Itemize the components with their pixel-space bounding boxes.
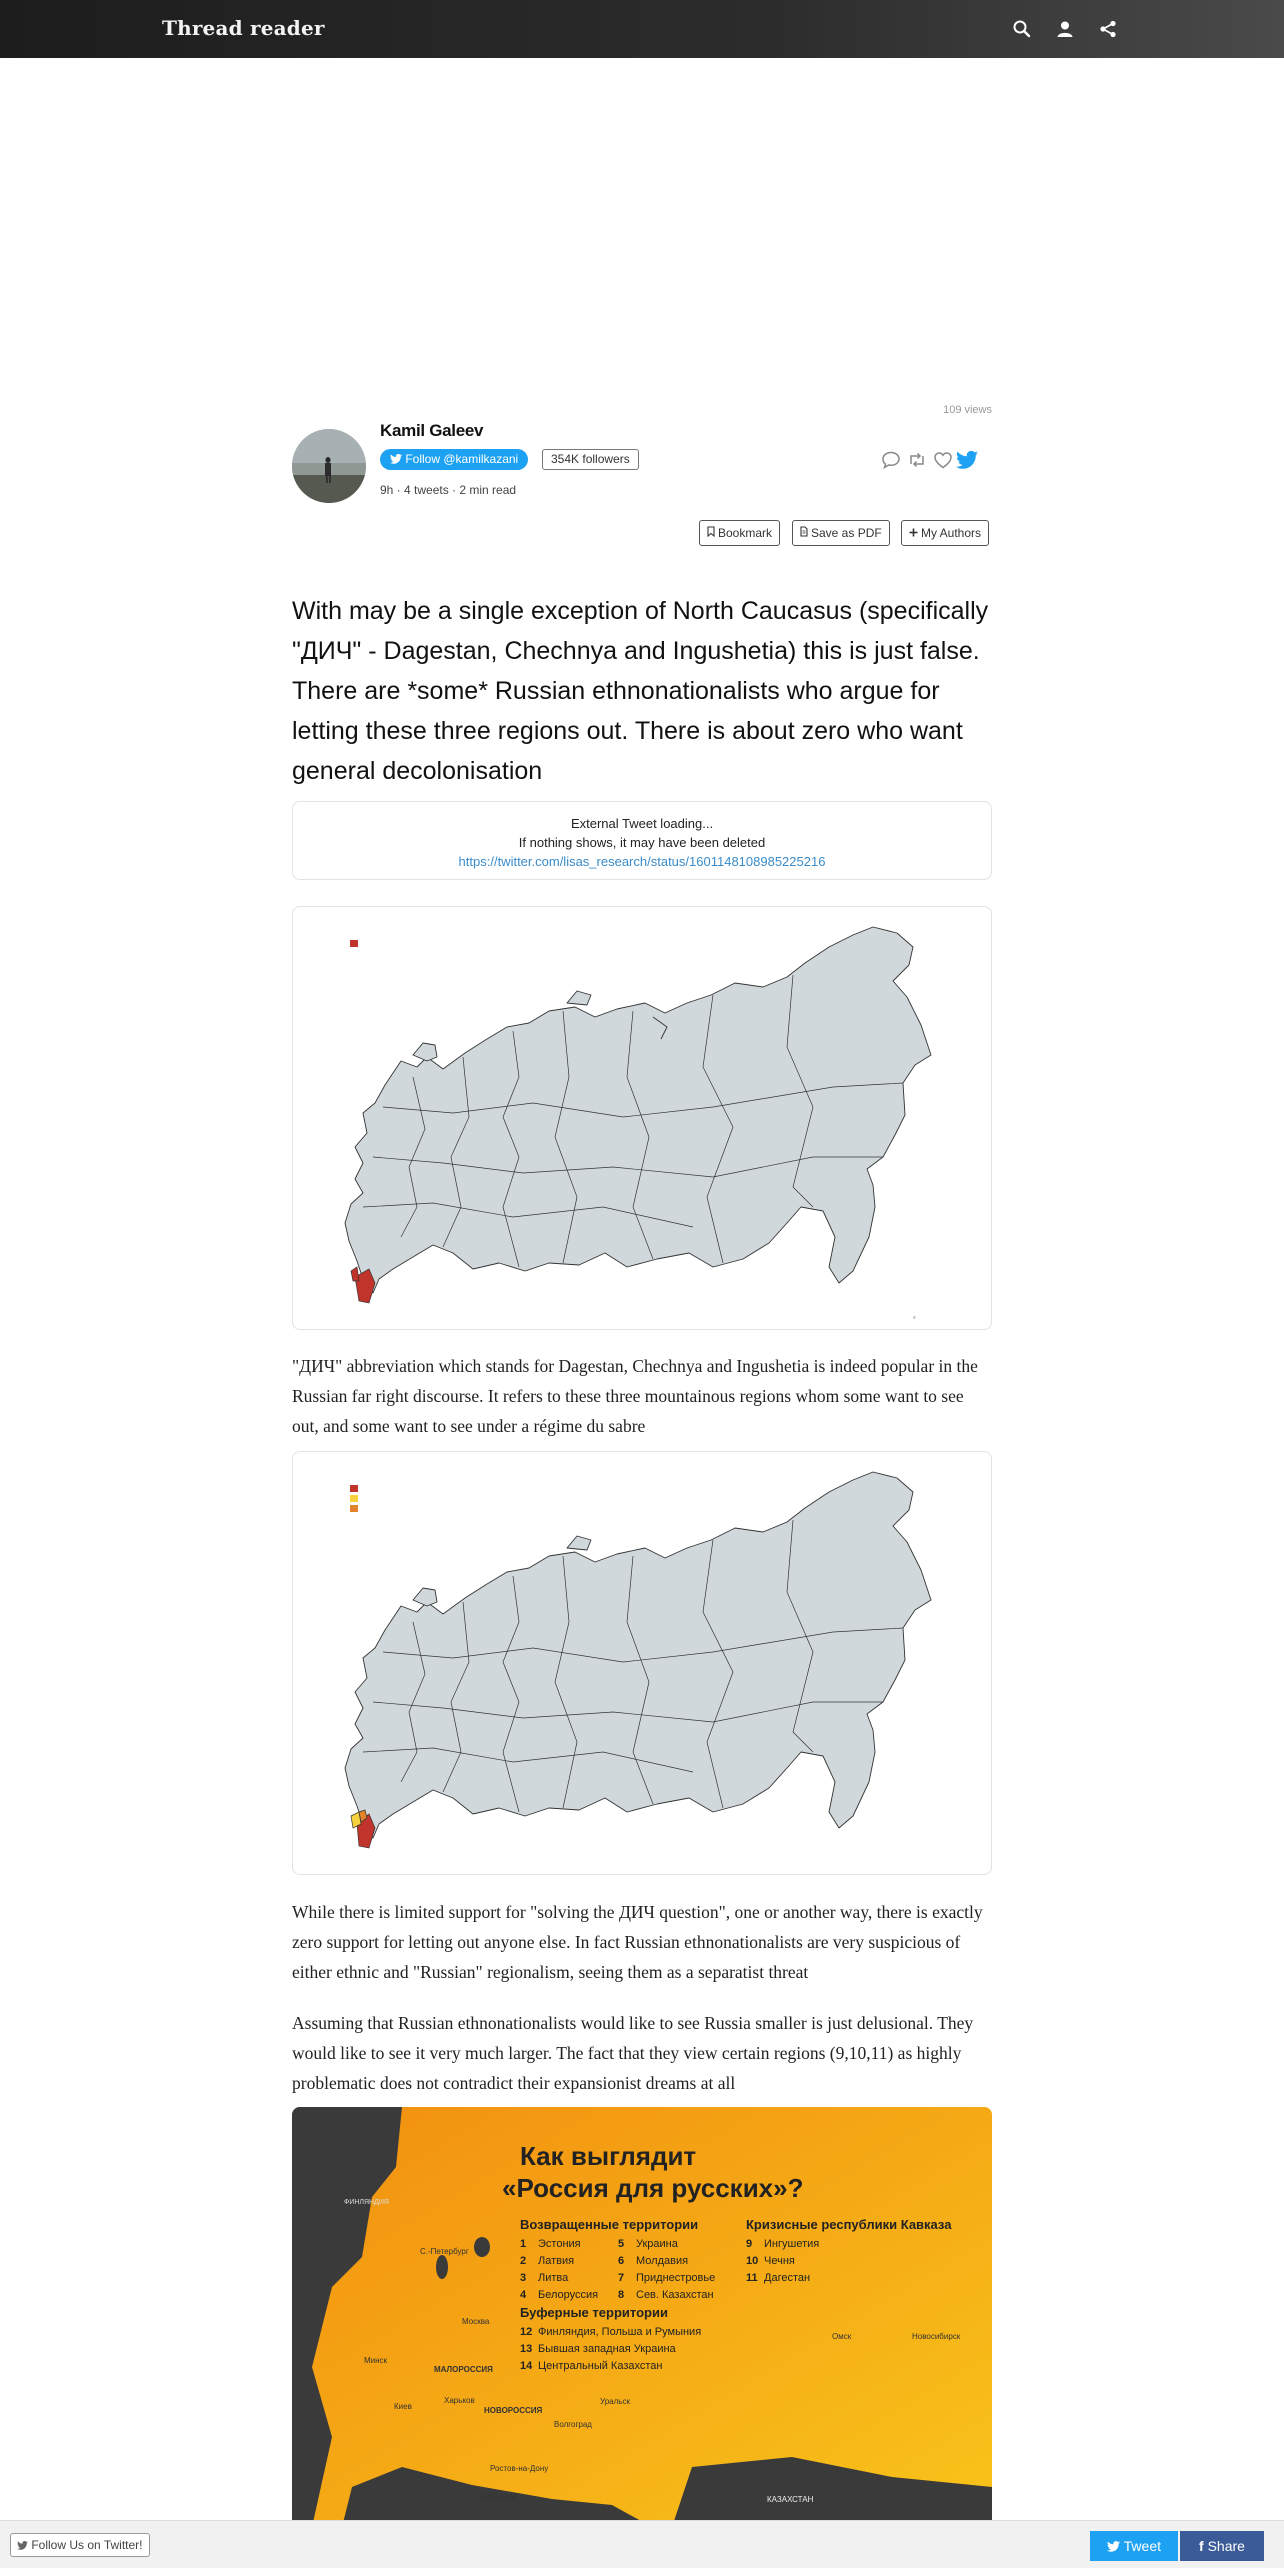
external-tweet-note: If nothing shows, it may have been deleted (518, 835, 766, 850)
external-tweet-card (292, 801, 992, 880)
poster-buffer-item-number: 13 (520, 2343, 533, 2355)
avatar[interactable] (292, 429, 366, 503)
twitter-bird-icon (390, 452, 405, 466)
poster-returned-item-number: 2 (520, 2255, 527, 2267)
poster-returned-item-label: Литва (538, 2272, 569, 2284)
tweet-paragraph-2: While there is limited support for "solving the ДИЧ question", one or another way, there is exactly zero support for letting out anyone else. In fact Russian ethnonationalists are very suspicious of either ethnic and "Russian" regionalism, seeing them as a separatist threat (292, 1902, 983, 1982)
svg-text:Минск: Минск (364, 2356, 388, 2365)
my-authors-button[interactable] (901, 520, 989, 546)
svg-text:ФИНЛЯНДИЯ: ФИНЛЯНДИЯ (344, 2199, 389, 2206)
twitter-icon[interactable] (956, 449, 978, 471)
follow-button[interactable] (380, 449, 528, 470)
save-pdf-button[interactable] (792, 520, 890, 546)
external-tweet-loading: External Tweet loading... (570, 816, 714, 831)
like-icon[interactable] (932, 449, 954, 471)
tweet-paragraph-3: Assuming that Russian ethnonationalists would like to see Russia smaller is just delusional. They would like to see it very much larger. The fact that they view certain regions (9,10,11) as highly problematic does not contradict their expansionist dreams at all (292, 2013, 974, 2093)
share-label: Share (1207, 2538, 1245, 2554)
svg-text:Новосибирск: Новосибирск (912, 2332, 961, 2341)
author-name[interactable]: Kamil Galeev (380, 421, 484, 440)
follow-us-twitter-button[interactable] (10, 2533, 150, 2557)
poster-returned-item-number: 5 (618, 2238, 625, 2250)
search-icon[interactable] (1011, 18, 1033, 40)
bookmark-icon (707, 522, 715, 546)
poster-returned-item-label: Украина (636, 2238, 678, 2250)
poster-title-2: «Россия для русских»? (502, 2173, 804, 2203)
my-authors-label: My Authors (921, 526, 982, 540)
poster-returned-item-number: 1 (520, 2238, 527, 2250)
follow-us-label: Follow Us on Twitter! (31, 2538, 143, 2552)
reply-icon[interactable] (880, 449, 902, 471)
poster-returned-item-number: 8 (618, 2289, 625, 2301)
poster-buffer-item-number: 14 (520, 2360, 533, 2372)
legend-swatch-orange (350, 1505, 358, 1512)
bottom-share-bar (0, 2520, 1284, 2568)
poster-title-1: Как выглядит (520, 2141, 697, 2171)
russia-for-russians-poster[interactable] (292, 2107, 992, 2527)
poster-returned-item-label: Молдавия (636, 2255, 689, 2267)
poster-caucasus-item-number: 9 (746, 2238, 753, 2250)
svg-text:Уральск: Уральск (600, 2397, 630, 2406)
russia-outline (345, 927, 931, 1293)
svg-text:Ростов-на-Дону: Ростов-на-Дону (490, 2464, 549, 2473)
svg-text:Омск: Омск (832, 2332, 852, 2341)
poster-col1-heading: Возвращенные территории (520, 2217, 699, 2232)
russia-map-image-1[interactable] (292, 906, 992, 1330)
tweet-paragraph-1: "ДИЧ" abbreviation which stands for Dagestan, Chechnya and Ingushetia is indeed popular in the Russian far right discourse. It refers to these three mountainous regions whom some want to see out, and some want to see under a régime du sabre (292, 1356, 978, 1436)
legend-swatch-yellow (350, 1495, 358, 1502)
poster-col3-heading: Кризисные республики Кавказа (746, 2217, 952, 2232)
twitter-bird-icon (1107, 2538, 1124, 2554)
svg-text:Краснодар: Краснодар (478, 2492, 518, 2501)
poster-caucasus-item-number: 11 (746, 2272, 758, 2284)
poster-caucasus-item-label: Дагестан (764, 2272, 811, 2284)
external-tweet-link[interactable]: https://twitter.com/lisas_research/status/1601148108985225216 (458, 854, 826, 869)
poster-returned-item-label: Сев. Казахстан (636, 2289, 714, 2301)
tweet-button[interactable] (1090, 2531, 1178, 2561)
poster-returned-item-label: Белоруссия (538, 2289, 599, 2301)
facebook-icon: f (1199, 2538, 1204, 2554)
document-icon (800, 522, 808, 546)
bookmark-label: Bookmark (718, 526, 773, 540)
poster-returned-item-label: Латвия (538, 2255, 575, 2267)
save-pdf-label: Save as PDF (811, 526, 882, 540)
tweet-label: Tweet (1123, 2538, 1161, 2554)
svg-text:Харьков: Харьков (444, 2396, 475, 2405)
svg-text:Волгоград: Волгоград (554, 2420, 592, 2429)
svg-text:МАЛОРОССИЯ: МАЛОРОССИЯ (434, 2365, 493, 2374)
poster-returned-item-number: 7 (618, 2272, 625, 2284)
poster-buffer-heading: Буферные территории (520, 2305, 668, 2320)
legend-swatch (350, 940, 358, 947)
share-icon[interactable] (1097, 18, 1119, 40)
poster-caucasus-item-label: Чечня (764, 2255, 795, 2267)
poster-returned-item-number: 4 (520, 2289, 527, 2301)
legend-swatch-red (350, 1485, 358, 1492)
plus-icon (909, 522, 918, 546)
poster-returned-item-number: 3 (520, 2272, 527, 2284)
user-icon[interactable] (1054, 18, 1076, 40)
poster-buffer-item-number: 12 (520, 2326, 533, 2338)
poster-returned-item-number: 6 (618, 2255, 625, 2267)
poster-buffer-item-label: Центральный Казахстан (538, 2360, 663, 2372)
view-count: 109 views (943, 404, 992, 416)
lead-tweet-text: With may be a single exception of North Caucasus (specifically "ДИЧ" - Dagestan, Chechnya and Ingushetia) this is just false. There are *some* Russian ethnonationalists who argue for letting these three regions out. There is about zero who want general decolonisation (292, 597, 989, 785)
poster-caucasus-item-number: 10 (746, 2255, 759, 2267)
followers-badge: 354K followers (542, 449, 639, 470)
top-navbar (0, 0, 1284, 58)
twitter-bird-icon (17, 2538, 31, 2552)
thread-meta: 9h · 4 tweets · 2 min read (380, 483, 517, 497)
russia-map-image-2[interactable] (292, 1451, 992, 1875)
facebook-share-button[interactable] (1180, 2531, 1264, 2561)
poster-returned-item-label: Приднестровье (636, 2272, 716, 2284)
retweet-icon[interactable] (906, 449, 928, 471)
svg-text:КАЗАХСТАН: КАЗАХСТАН (767, 2495, 814, 2504)
poster-caucasus-item-label: Ингушетия (764, 2238, 820, 2250)
site-logo[interactable]: Thread reader (162, 16, 325, 40)
follow-label: Follow @kamilkazani (405, 452, 519, 466)
svg-text:Киев: Киев (394, 2402, 412, 2411)
russia-outline (345, 1472, 931, 1838)
svg-text:©: © (913, 1315, 916, 1320)
bookmark-button[interactable] (699, 520, 780, 546)
svg-text:НОВОРОССИЯ: НОВОРОССИЯ (484, 2406, 543, 2415)
poster-returned-item-label: Эстония (538, 2238, 581, 2250)
poster-buffer-item-label: Финляндия, Польша и Румыния (538, 2326, 702, 2338)
ad-space (0, 58, 1284, 398)
svg-text:С.-Петербург: С.-Петербург (420, 2247, 469, 2256)
svg-text:Москва: Москва (462, 2317, 490, 2326)
poster-buffer-item-label: Бывшая западная Украина (538, 2343, 676, 2355)
